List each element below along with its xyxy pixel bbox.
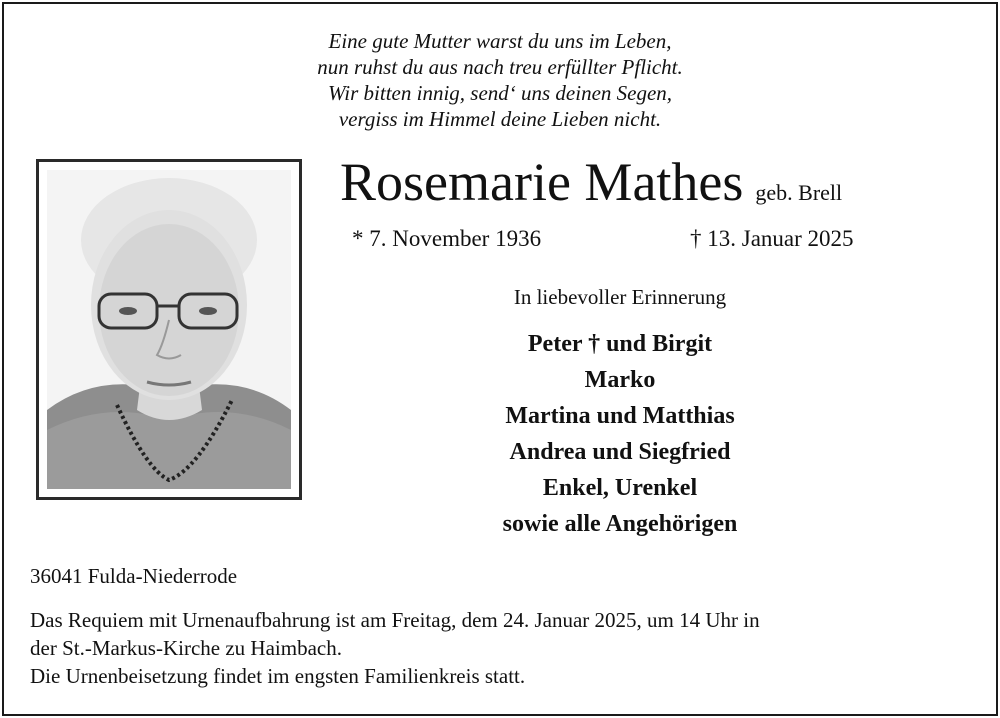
- memory-line: In liebevoller Erinnerung: [513, 285, 727, 309]
- notice-line: der St.-Markus-Kirche zu Haimbach.: [30, 636, 342, 660]
- poem-line: Eine gute Mutter warst du uns im Leben,: [328, 29, 672, 53]
- funeral-notice: [30, 606, 980, 690]
- deceased-name: Rosemarie Mathes: [340, 152, 744, 212]
- family-list: [420, 326, 820, 542]
- family-member: Peter † und Birgit: [527, 331, 713, 357]
- family-member: sowie alle Angehörigen: [502, 511, 738, 537]
- poem-line: nun ruhst du aus nach treu erfüllter Pflicht.: [317, 55, 683, 79]
- birth-name: geb. Brell: [755, 180, 843, 205]
- notice-line: Das Requiem mit Urnenaufbahrung ist am Freitag, dem 24. Januar 2025, um 14 Uhr in: [30, 608, 760, 632]
- portrait-illustration: [47, 170, 291, 489]
- deceased-name-block: [340, 150, 842, 225]
- birth-date: * 7. November 1936: [352, 226, 542, 251]
- poem-line: vergiss im Himmel deine Lieben nicht.: [338, 107, 662, 131]
- notice-line: Die Urnenbeisetzung findet im engsten Familienkreis statt.: [30, 664, 526, 688]
- death-date: † 13. Januar 2025: [690, 226, 854, 251]
- poem: [200, 28, 800, 132]
- family-member: Marko: [584, 367, 656, 393]
- poem-line: Wir bitten innig, send‘ uns deinen Segen,: [327, 81, 673, 105]
- portrait-image: [47, 170, 291, 489]
- address: 36041 Fulda-Niederrode: [30, 564, 238, 588]
- family-member: Enkel, Urenkel: [542, 475, 698, 501]
- family-member: Andrea und Siegfried: [509, 439, 731, 465]
- family-member: Martina und Matthias: [505, 403, 735, 429]
- portrait-photo: [36, 159, 302, 500]
